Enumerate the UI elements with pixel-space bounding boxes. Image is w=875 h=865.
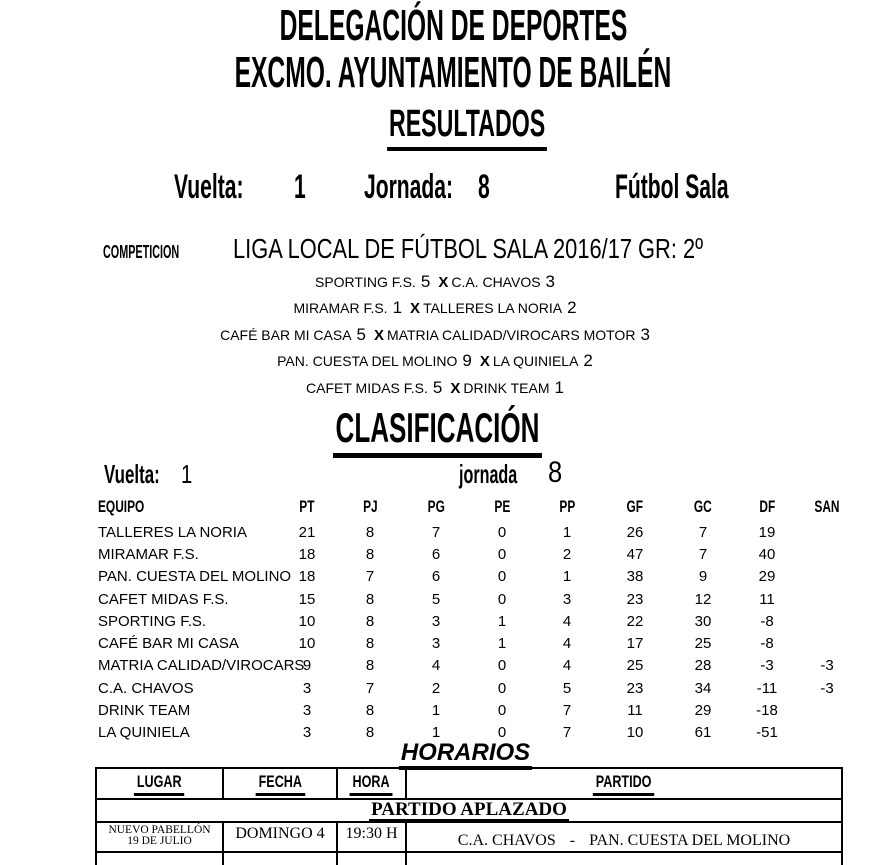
column-header-gc: GC [694,497,712,517]
cell-pj: 8 [365,590,375,608]
cell-pg: 3 [431,635,441,653]
horarios-next-row-partial [97,853,841,865]
result-line [0,351,875,371]
cell-pg: 1 [431,724,441,742]
cell-df: -51 [756,724,778,742]
org-title-line2: EXCMO. AYUNTAMIENTO DE BAILÉN [234,48,672,97]
cell-pj: 7 [365,568,375,586]
cell-gc: 7 [698,545,708,563]
jornada-label: Jornada: [364,168,454,206]
cell-equipo: DRINK TEAM [98,702,191,720]
cell-gf: 26 [626,523,644,541]
home-team: MIRAMAR F.S. [293,300,388,316]
away-team: TALLERES LA NORIA [423,300,563,316]
cell-gc: 9 [698,568,708,586]
cell-gc: 12 [694,590,712,608]
column-header-fecha: FECHA [224,769,338,798]
cell-equipo: PAN. CUESTA DEL MOLINO [98,568,292,586]
cell-pp: 7 [562,702,572,720]
away-score: 3 [545,272,556,291]
column-header-df: DF [759,497,775,517]
horarios-title: HORARIOS [399,740,532,770]
cell-equipo: MIRAMAR F.S. [98,545,199,563]
postponed-label: PARTIDO APLAZADO [371,799,567,820]
cell-gc: 61 [694,724,712,742]
match-separator: - [569,832,576,849]
cell-pj: 8 [365,724,375,742]
classification-title: CLASIFICACIÓN [333,405,542,458]
vs-mark: X [479,353,490,370]
cell-pg: 2 [431,679,441,697]
cell-equipo: TALLERES LA NORIA [98,523,247,541]
vuelta-value: 1 [294,168,306,206]
home-score: 5 [356,325,367,344]
cell-pt: 18 [298,568,316,586]
cell-pe: 0 [497,657,507,675]
cell-pe: 1 [497,635,507,653]
table-row [95,521,855,543]
cell-gf: 22 [626,612,644,630]
cell-pg: 6 [431,568,441,586]
cell-pp: 4 [562,657,572,675]
cell-pt: 3 [302,702,312,720]
cell-pe: 0 [497,702,507,720]
column-header-partido: PARTIDO [407,769,841,798]
cell-gf: 10 [626,724,644,742]
home-score: 1 [392,298,403,317]
result-line [0,378,875,398]
cell-pj: 8 [365,657,375,675]
column-header-pp: PP [559,497,575,517]
home-team: PAN. CUESTA DEL MOLINO [277,353,458,369]
cell-pp: 2 [562,545,572,563]
column-header-pe: PE [494,497,510,517]
table-row [95,677,855,699]
horarios-header-row [97,769,841,800]
cell-df: 29 [758,568,776,586]
cell-pj: 8 [365,523,375,541]
cell-gf: 25 [626,657,644,675]
venue-line2: 19 DE JULIO [127,835,192,847]
cell-partido [407,823,841,851]
cell-san: -3 [820,657,834,675]
result-line [0,272,875,292]
cell-df: -11 [756,679,778,697]
cell-gc: 30 [694,612,712,630]
cell-pj: 8 [365,702,375,720]
horarios-data-row [97,823,841,853]
competition-name: LIGA LOCAL DE FÚTBOL SALA 2016/17 GR: 2º [233,233,704,264]
cell-pe: 0 [497,545,507,563]
away-score: 1 [554,378,564,397]
result-line [0,325,875,345]
cell-pg: 4 [431,657,441,675]
postponed-banner-row [97,800,841,823]
cell-pp: 4 [562,635,572,653]
cell-equipo: SPORTING F.S. [98,612,207,630]
home-team: CAFÉ BAR MI CASA [220,327,352,343]
home-team: CAFET MIDAS F.S. [306,380,428,396]
column-header-hora: HORA [338,769,407,798]
home-score: 5 [432,378,443,397]
cell-df: -8 [760,635,774,653]
away-score: 2 [567,298,577,317]
cell-pp: 1 [562,568,572,586]
away-team: LA QUINIELA [492,353,579,369]
cell-pt: 21 [298,523,316,541]
cell-pp: 7 [562,724,572,742]
column-header-pt: PT [299,497,315,517]
cell-hora: 19:30 H [338,823,407,851]
horarios-table [95,767,843,865]
cell-pj: 8 [365,635,375,653]
cell-pp: 4 [562,612,572,630]
cell-gf: 11 [627,702,643,720]
vs-mark: X [438,274,449,291]
cell-pj: 8 [365,612,375,630]
table-row [95,655,855,677]
cell-pt: 18 [298,545,316,563]
cell-pe: 1 [497,612,507,630]
match-away-team: PAN. CUESTA DEL MOLINO [589,832,791,849]
cell-pg: 5 [431,590,441,608]
cell-df: -3 [760,657,774,675]
column-header-gf: GF [626,497,644,517]
cell-gc: 25 [694,635,712,653]
table-row [95,588,855,610]
cell-pe: 0 [497,590,507,608]
column-header-san: SAN [814,497,840,517]
cell-df: 11 [759,590,775,608]
table-row [95,610,855,632]
home-score: 5 [420,272,431,291]
cell-san: -3 [820,679,834,697]
vs-mark: X [410,300,421,317]
table-row [95,566,855,588]
cell-equipo: CAFÉ BAR MI CASA [98,635,239,653]
cell-gf: 17 [626,635,644,653]
jornada-value: 8 [478,168,490,206]
cell-pg: 3 [431,612,441,630]
cell-equipo: LA QUINIELA [98,724,190,742]
cell-df: 40 [758,545,776,563]
match-home-team: C.A. CHAVOS [457,832,556,849]
table-row [95,699,855,721]
sport-label: Fútbol Sala [615,168,729,206]
cell-equipo: C.A. CHAVOS [98,679,194,697]
away-team: MATRIA CALIDAD/VIROCARS MOTOR [387,327,636,343]
cell-gc: 28 [694,657,712,675]
vs-mark: X [374,327,385,344]
result-line [0,298,875,318]
cell-pp: 1 [562,523,572,541]
cell-lugar [97,823,224,851]
cell-gf: 47 [626,545,644,563]
cell-pe: 0 [497,523,507,541]
cell-pp: 5 [562,679,572,697]
cell-gf: 38 [626,568,644,586]
classification-jornada-value: 8 [548,456,563,489]
table-row [95,632,855,654]
cell-equipo: MATRIA CALIDAD/VIROCARS [98,657,305,675]
cell-pt: 9 [302,657,312,675]
cell-gc: 29 [694,702,712,720]
org-title-line1: DELEGACIÓN DE DEPORTES [279,1,627,50]
cell-pe: 0 [497,568,507,586]
vuelta-label: Vuelta: [174,168,244,206]
away-score: 2 [583,351,593,370]
classification-table-header [95,496,855,518]
away-team: DRINK TEAM [463,380,550,396]
venue-line1: NUEVO PABELLÓN [108,824,211,836]
cell-gf: 23 [626,679,644,697]
doc-title: RESULTADOS [387,103,547,151]
cell-gc: 34 [694,679,712,697]
home-score: 9 [462,351,472,370]
classification-jornada-label: jornada [459,459,518,489]
cell-pp: 3 [562,590,572,608]
cell-fecha: DOMINGO 4 [224,823,338,851]
cell-pg: 7 [431,523,441,541]
competition-label: COMPETICION [103,242,180,262]
column-header-equipo: EQUIPO [98,497,145,517]
home-team: SPORTING F.S. [314,274,416,290]
cell-pt: 10 [298,612,316,630]
away-score: 3 [640,325,650,344]
vs-mark: X [450,380,461,397]
cell-gc: 7 [698,523,708,541]
cell-pj: 7 [365,679,375,697]
classification-vuelta-label: Vuelta: [104,459,160,489]
cell-pg: 1 [431,702,441,720]
away-team: C.A. CHAVOS [451,274,541,290]
cell-pt: 10 [298,635,316,653]
cell-gf: 23 [626,590,644,608]
cell-pe: 0 [497,679,507,697]
cell-pj: 8 [365,545,375,563]
cell-equipo: CAFET MIDAS F.S. [98,590,229,608]
column-header-pg: PG [427,497,445,517]
cell-pt: 3 [302,724,312,742]
column-header-pj: PJ [362,497,378,517]
classification-vuelta-value: 1 [181,459,193,489]
cell-pg: 6 [431,545,441,563]
column-header-lugar: LUGAR [97,769,224,798]
classification-table-body [95,521,855,744]
cell-pt: 15 [298,590,316,608]
cell-df: -18 [756,702,778,720]
cell-pt: 3 [302,679,312,697]
cell-df: 19 [758,523,776,541]
cell-df: -8 [760,612,774,630]
table-row [95,543,855,565]
cell-pe: 0 [497,724,507,742]
